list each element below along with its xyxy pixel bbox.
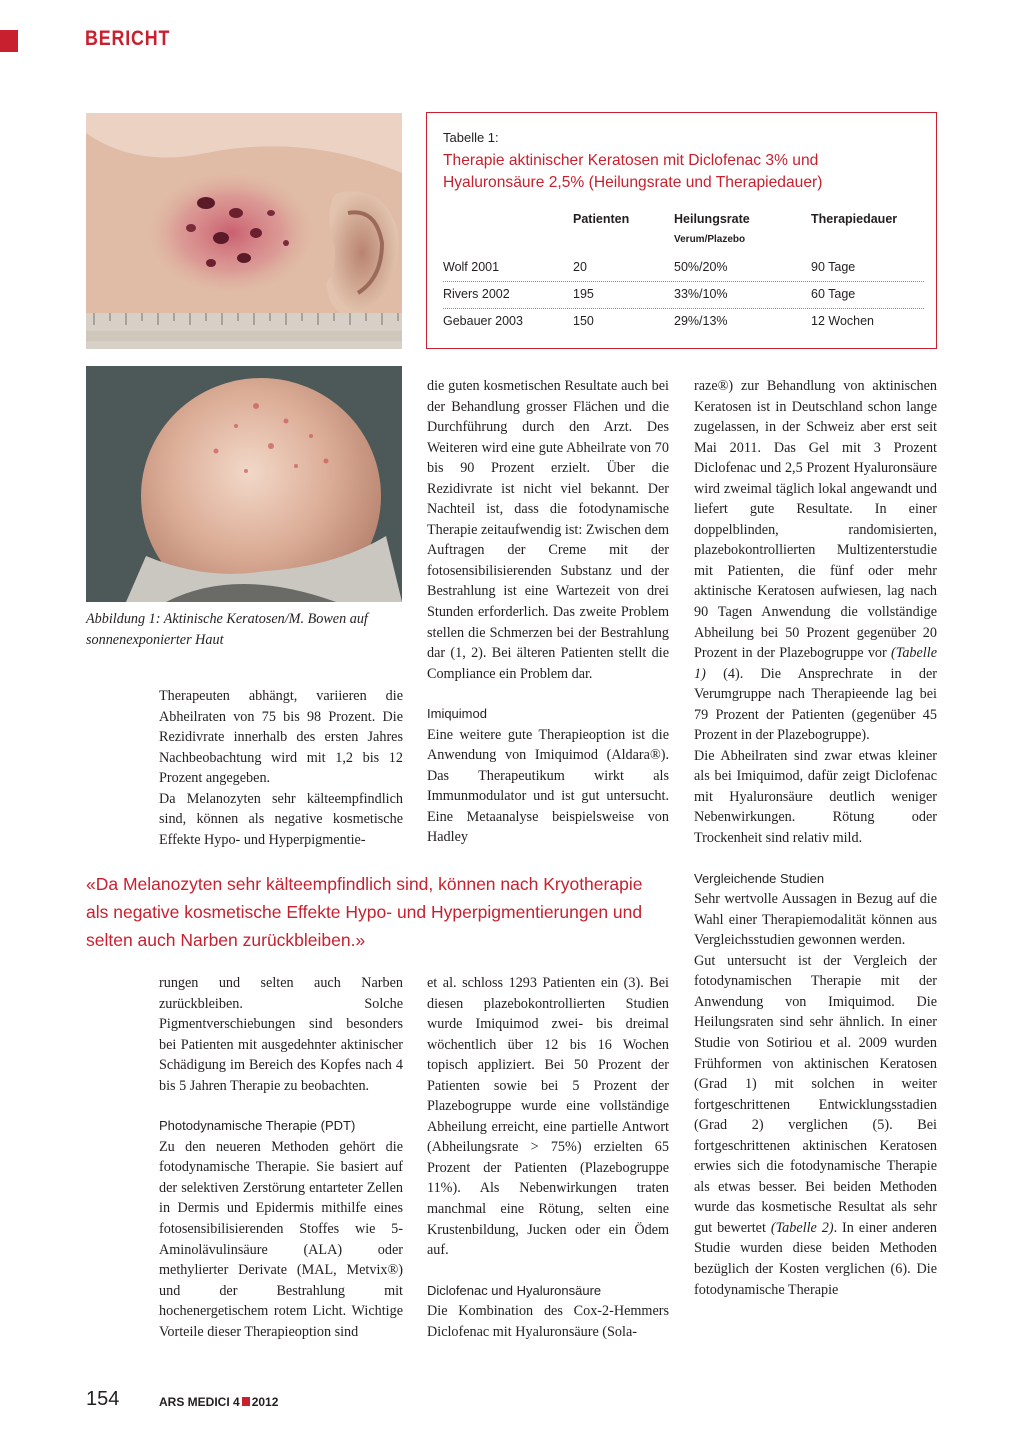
table-row	[443, 254, 924, 282]
body-paragraph: Gut untersucht ist der Vergleich der fotodynamischen Therapie mit der Anwendung von Imiquimod. Die Heilungsraten sind sehr ähnlich. In einer Studie von Sotiriou et al. 2009 wurden Frühformen von aktinischen Keratosen (Grad 1) mit solchen in weiter fortgeschrittenen Entwicklungsstadien (Grad 2) verglichen (5). Bei fortgeschrittenen aktinischen Keratosen erwies sich die fotodynamische Therapie als etwas besser. Bei beiden Methoden wurde das kosmetische Resultat als sehr gut bewertet (Tabelle 2). In einer anderen Studie wurden diese beiden Methoden bezüglich der Kosten verglichen (6). Die fotodynamische Therapie	[694, 952, 937, 1298]
body-paragraph: et al. schloss 1293 Patienten ein (3). Bei diesen plazebokontrollierten Studien wurde Imiquimod zwei- bis dreimal wöchentlich über 12 bis 16 Wochen topisch appliziert. Bei 50 Prozent der Patienten sowie bei 5 Prozent der Plazebogruppe wurde eine vollständige Abheilung erreicht, eine partielle Antwort (Abheilungsrate > 75%) erzielten 65 Prozent der Patienten (Plazebogruppe 11%). Als Nebenwirkungen traten manchmal eine Rötung, selten eine Krustenbildung, Jucken oder ein Ödem auf.	[427, 975, 669, 1259]
heading-imiquimod: Imiquimod	[427, 706, 487, 722]
column-2-top	[427, 376, 669, 848]
body-paragraph: die guten kosmetischen Resultate auch bei der Behandlung grosser Flächen und die Durchführung durch den Arzt. Des Weiteren wird eine gute Abheilrate von 70 bis 90 Prozent erzielt. Über die Rezidivrate ist nicht viel bekannt. Der Nachteil ist, dass die fotodynamische Therapie zeitaufwendig ist: Zwischen dem Auftragen der Creme mit der fotosensibilisierenden Substanz und der Bestrahlung ist eine Wartezeit von drei Stunden erforderlich. Das zweite Problem stellen die Schmerzen bei der Bestrahlung dar (1, 2). Bei älteren Patienten stellt die Compliance ein Problem dar.	[427, 378, 669, 682]
lesion-photo-face	[86, 113, 402, 349]
body-paragraph: Eine weitere gute Therapieoption ist die Anwendung von Imiquimod (Aldara®). Das Therapeutikum wirkt als Immunmodulator und ist gut untersucht. Eine Metaanalyse beispielsweise von Hadley	[427, 726, 669, 846]
body-paragraph: raze®) zur Behandlung von aktinischen Keratosen ist in Deutschland schon lange zugelassen, in der Schweiz aber erst seit Mai 2011. Das Gel mit 3 Prozent Diclofenac und 2,5 Prozent Hyaluronsäure wird zweimal täglich lokal angewandt und liefert gute Resultate. In einer doppelblinden, randomisierten, plazebokontrollierten Multizenterstudie mit Patienten, die fünf oder mehr aktinische Keratosen aufwiesen, lag nach 90 Tagen Anwendung die vollständige Abheilung bei 50 Prozent gegenüber 20 Prozent in der Plazebogruppe vor (Tabelle 1) (4). Die Ansprechrate in der Verumgruppe nach Therapieende lag bei 79 Prozent der Patienten (gegenüber 45 Prozent in der Plazebogruppe).	[694, 378, 938, 744]
table-cell-rate: 50%/20%	[674, 260, 728, 274]
table-cell-rate: 29%/13%	[674, 314, 728, 328]
table-header-duration: Therapiedauer	[811, 212, 898, 226]
table-reference: (Tabelle 2)	[770, 1219, 834, 1236]
body-paragraph: rungen und selten auch Narben zurückbleiben. Solche Pigmentverschiebungen sind besonders bei Patienten mit ausgedehnter aktinischer Schädigung im Bereich des Kopfes nach 4 bis 5 Jahren Therapie zu beobachten.	[159, 975, 403, 1094]
pull-quote: «Da Melanozyten sehr kälteempfindlich sind, können nach Kryotherapie als negative kosmetische Effekte Hypo- und Hyperpigmentierungen und selten auch Narben zurückbleiben.»	[86, 874, 643, 950]
table-reference: (Tabelle 1)	[694, 645, 937, 682]
table-header-patients: Patienten	[573, 212, 630, 226]
body-paragraph: Die Abheilraten sind zwar etwas kleiner als bei Imiquimod, dafür zeigt Diclofenac mit Hyaluronsäure deutlich weniger Nebenwirkungen. Rötung oder Trockenheit sind relativ mild.	[694, 747, 937, 847]
heading-comparative: Vergleichende Studien	[694, 870, 825, 886]
section-title: BERICHT	[85, 27, 171, 50]
table-cell-study: Wolf 2001	[443, 260, 500, 274]
table-row	[443, 308, 924, 335]
body-paragraph: Da Melanozyten sehr kälteempfindlich sind, können als negative kosmetische Effekte Hypo- und Hyperpigmentie-	[159, 790, 403, 848]
figure-caption: Abbildung 1: Aktinische Keratosen/M. Bowen auf sonnenexponierter Haut	[86, 611, 368, 648]
column-1-bottom	[159, 973, 403, 1342]
table-header-rate: Heilungsrate	[674, 212, 750, 226]
table-cell-duration: 90 Tage	[811, 260, 856, 274]
table-label: Tabelle 1:	[443, 130, 499, 145]
table-cell-rate: 33%/10%	[674, 287, 728, 301]
table-1	[426, 112, 937, 349]
table-cell-patients: 195	[573, 287, 594, 301]
heading-diclofenac: Diclofenac und Hyaluronsäure	[427, 1282, 602, 1298]
table-row	[443, 281, 924, 309]
page-number: 154	[86, 1388, 120, 1410]
table-subheader: Verum/Plazebo	[674, 234, 746, 245]
table-cell-study: Gebauer 2003	[443, 314, 523, 328]
table-title: Therapie aktinischer Keratosen mit Diclofenac 3% und Hyaluronsäure 2,5% (Heilungsrate und Therapiedauer)	[443, 152, 823, 191]
column-3	[694, 376, 937, 1300]
table-cell-duration: 60 Tage	[811, 287, 856, 301]
table-cell-patients: 20	[573, 260, 587, 274]
footer-square-icon	[242, 1397, 250, 1406]
column-1-top	[159, 686, 403, 850]
body-paragraph: Zu den neueren Methoden gehört die fotodynamische Therapie. Sie basiert auf der selektiven Zerstörung entarteter Zellen in Dermis und Epidermis mithilfe eines fotosensibilisierenden Stoffes wie 5-Aminolävulinsäure (ALA) oder methylierter Derivate (MAL, Metvix®) und der Bestrahlung mit hochenergetischem rotem Licht. Wichtige Vorteile dieser Therapieoption sind	[159, 1138, 403, 1340]
table-cell-duration: 12 Wochen	[811, 314, 875, 328]
footer-publication: ARS MEDICI 4 2012	[159, 1395, 279, 1409]
column-2-bottom	[427, 973, 669, 1342]
lesion-photo-scalp	[86, 366, 402, 602]
table-cell-patients: 150	[573, 314, 594, 328]
body-paragraph: Die Kombination des Cox-2-Hemmers Diclofenac mit Hyaluronsäure (Sola-	[427, 1303, 669, 1340]
section-marker	[0, 30, 18, 52]
body-paragraph: Sehr wertvolle Aussagen in Bezug auf die Wahl einer Therapiemodalität können aus Vergleichsstudien gewonnen werden.	[694, 891, 937, 949]
heading-pdt: Photodynamische Therapie (PDT)	[159, 1118, 356, 1134]
body-paragraph: Therapeuten abhängt, variieren die Abheilraten von 75 bis 98 Prozent. Die Rezidivrate innerhalb des ersten Jahres Nachbeobachtung wird mit 1,2 bis 12 Prozent angegeben.	[159, 688, 403, 787]
table-cell-study: Rivers 2002	[443, 287, 510, 301]
